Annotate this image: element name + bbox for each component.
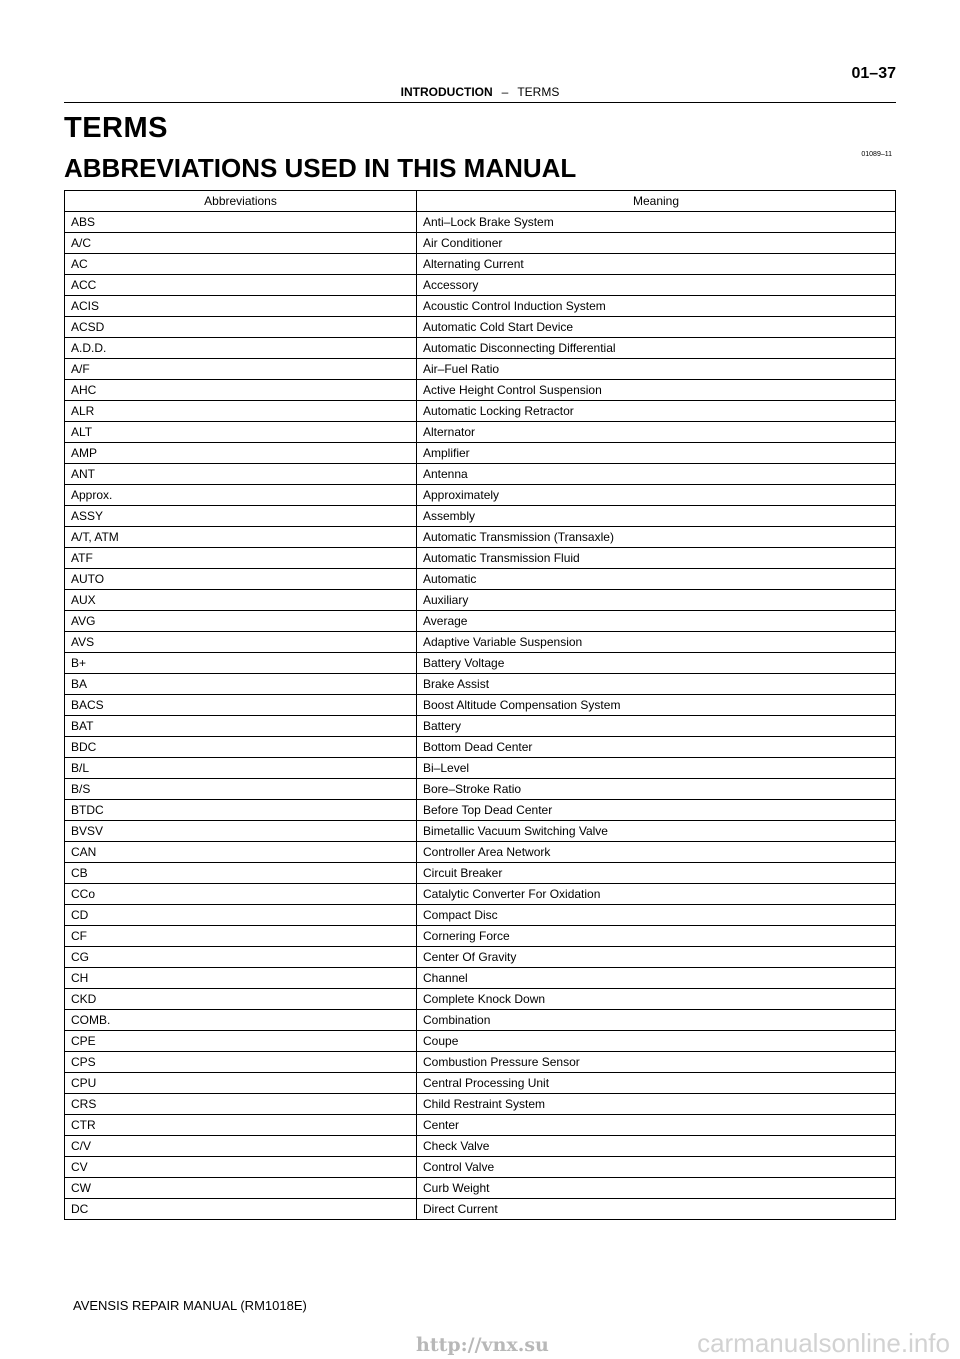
table-row (65, 863, 896, 884)
table-row (65, 1136, 896, 1157)
table-row (65, 254, 896, 275)
meaning-cell: Bimetallic Vacuum Switching Valve (417, 821, 896, 842)
meaning-cell: Check Valve (417, 1136, 896, 1157)
abbreviation-cell: CPE (65, 1031, 417, 1052)
abbreviation-cell: BDC (65, 737, 417, 758)
table-row (65, 233, 896, 254)
abbreviation-cell: AC (65, 254, 417, 275)
abbreviation-cell: CAN (65, 842, 417, 863)
header-separator: – (501, 85, 509, 99)
meaning-cell: Amplifier (417, 443, 896, 464)
abbreviation-cell: BVSV (65, 821, 417, 842)
meaning-cell: Bore–Stroke Ratio (417, 779, 896, 800)
meaning-cell: Boost Altitude Compensation System (417, 695, 896, 716)
table-row (65, 401, 896, 422)
table-row (65, 737, 896, 758)
table-row (65, 884, 896, 905)
column-header-meaning: Meaning (417, 191, 896, 212)
abbreviation-cell: CF (65, 926, 417, 947)
table-row (65, 212, 896, 233)
abbreviation-cell: A/T, ATM (65, 527, 417, 548)
abbreviation-cell: A/C (65, 233, 417, 254)
table-row (65, 590, 896, 611)
meaning-cell: Accessory (417, 275, 896, 296)
table-row (65, 464, 896, 485)
meaning-cell: Assembly (417, 506, 896, 527)
meaning-cell: Air–Fuel Ratio (417, 359, 896, 380)
section-heading: ABBREVIATIONS USED IN THIS MANUAL (64, 153, 577, 183)
abbreviation-cell: ACC (65, 275, 417, 296)
meaning-cell: Compact Disc (417, 905, 896, 926)
meaning-cell: Circuit Breaker (417, 863, 896, 884)
meaning-cell: Brake Assist (417, 674, 896, 695)
meaning-cell: Catalytic Converter For Oxidation (417, 884, 896, 905)
meaning-cell: Bi–Level (417, 758, 896, 779)
meaning-cell: Battery Voltage (417, 653, 896, 674)
meaning-cell: Combustion Pressure Sensor (417, 1052, 896, 1073)
meaning-cell: Complete Knock Down (417, 989, 896, 1010)
table-row (65, 611, 896, 632)
meaning-cell: Curb Weight (417, 1178, 896, 1199)
meaning-cell: Channel (417, 968, 896, 989)
abbreviation-cell: AHC (65, 380, 417, 401)
table-row (65, 842, 896, 863)
abbreviation-cell: CW (65, 1178, 417, 1199)
header-subsection: TERMS (517, 85, 560, 99)
abbreviation-cell: B+ (65, 653, 417, 674)
abbreviation-cell: BA (65, 674, 417, 695)
meaning-cell: Automatic (417, 569, 896, 590)
abbreviation-cell: BAT (65, 716, 417, 737)
abbreviation-cell: COMB. (65, 1010, 417, 1031)
meaning-cell: Air Conditioner (417, 233, 896, 254)
watermark-url[interactable]: http://vnx.su (416, 1334, 549, 1356)
page-number: 01–37 (851, 65, 896, 82)
meaning-cell: Alternating Current (417, 254, 896, 275)
table-header-row (65, 191, 896, 212)
abbreviation-cell: CD (65, 905, 417, 926)
meaning-cell: Automatic Transmission (Transaxle) (417, 527, 896, 548)
table-row (65, 527, 896, 548)
abbreviation-cell: AUTO (65, 569, 417, 590)
table-row (65, 569, 896, 590)
abbreviation-cell: CB (65, 863, 417, 884)
table-row (65, 968, 896, 989)
table-row (65, 1073, 896, 1094)
table-row (65, 779, 896, 800)
abbreviation-cell: CPU (65, 1073, 417, 1094)
abbreviation-cell: C/V (65, 1136, 417, 1157)
abbreviation-cell: ABS (65, 212, 417, 233)
abbreviation-cell: A/F (65, 359, 417, 380)
meaning-cell: Central Processing Unit (417, 1073, 896, 1094)
table-row (65, 1178, 896, 1199)
abbreviation-cell: ACSD (65, 317, 417, 338)
abbreviation-cell: AVG (65, 611, 417, 632)
table-row (65, 632, 896, 653)
meaning-cell: Coupe (417, 1031, 896, 1052)
table-row (65, 926, 896, 947)
running-header (64, 84, 896, 103)
header-section: INTRODUCTION (400, 85, 493, 99)
abbreviation-cell: AUX (65, 590, 417, 611)
abbreviation-cell: CPS (65, 1052, 417, 1073)
abbreviation-cell: CKD (65, 989, 417, 1010)
abbreviation-cell: BTDC (65, 800, 417, 821)
meaning-cell: Child Restraint System (417, 1094, 896, 1115)
meaning-cell: Acoustic Control Induction System (417, 296, 896, 317)
abbreviation-cell: ACIS (65, 296, 417, 317)
table-row (65, 947, 896, 968)
meaning-cell: Alternator (417, 422, 896, 443)
table-row (65, 905, 896, 926)
meaning-cell: Cornering Force (417, 926, 896, 947)
meaning-cell: Control Valve (417, 1157, 896, 1178)
table-row (65, 1052, 896, 1073)
table-row (65, 1094, 896, 1115)
meaning-cell: Automatic Cold Start Device (417, 317, 896, 338)
watermark-site: carmanualsonline.info (697, 1328, 950, 1358)
table-row (65, 380, 896, 401)
table-row (65, 989, 896, 1010)
meaning-cell: Automatic Disconnecting Differential (417, 338, 896, 359)
meaning-cell: Center (417, 1115, 896, 1136)
abbreviation-cell: B/S (65, 779, 417, 800)
table-row (65, 1157, 896, 1178)
table-row (65, 422, 896, 443)
manual-footer: AVENSIS REPAIR MANUAL (RM1018E) (73, 1298, 307, 1313)
meaning-cell: Direct Current (417, 1199, 896, 1220)
table-body (65, 212, 896, 1220)
column-header-abbreviations: Abbreviations (65, 191, 417, 212)
meaning-cell: Adaptive Variable Suspension (417, 632, 896, 653)
abbreviation-cell: CH (65, 968, 417, 989)
table-row (65, 821, 896, 842)
table-row (65, 1115, 896, 1136)
meaning-cell: Average (417, 611, 896, 632)
abbreviation-cell: B/L (65, 758, 417, 779)
meaning-cell: Controller Area Network (417, 842, 896, 863)
table-row (65, 338, 896, 359)
meaning-cell: Combination (417, 1010, 896, 1031)
figure-code: 01089–11 (861, 151, 892, 158)
abbreviation-cell: CV (65, 1157, 417, 1178)
meaning-cell: Before Top Dead Center (417, 800, 896, 821)
abbreviation-cell: CCo (65, 884, 417, 905)
table-row (65, 443, 896, 464)
page-title: TERMS (64, 112, 168, 144)
table-row (65, 275, 896, 296)
table-row (65, 485, 896, 506)
meaning-cell: Center Of Gravity (417, 947, 896, 968)
meaning-cell: Battery (417, 716, 896, 737)
table-row (65, 716, 896, 737)
table-row (65, 800, 896, 821)
meaning-cell: Antenna (417, 464, 896, 485)
abbreviation-cell: A.D.D. (65, 338, 417, 359)
meaning-cell: Auxiliary (417, 590, 896, 611)
abbreviation-cell: CG (65, 947, 417, 968)
table-row (65, 695, 896, 716)
abbreviation-cell: AMP (65, 443, 417, 464)
meaning-cell: Anti–Lock Brake System (417, 212, 896, 233)
abbreviation-cell: ANT (65, 464, 417, 485)
abbreviation-cell: ALR (65, 401, 417, 422)
meaning-cell: Bottom Dead Center (417, 737, 896, 758)
table-row (65, 758, 896, 779)
meaning-cell: Automatic Transmission Fluid (417, 548, 896, 569)
abbreviation-cell: DC (65, 1199, 417, 1220)
abbreviation-cell: CRS (65, 1094, 417, 1115)
abbreviations-table (64, 190, 896, 1220)
table-row (65, 296, 896, 317)
abbreviation-cell: Approx. (65, 485, 417, 506)
table-row (65, 674, 896, 695)
table-row (65, 317, 896, 338)
abbreviation-cell: BACS (65, 695, 417, 716)
table-row (65, 1199, 896, 1220)
abbreviation-cell: ATF (65, 548, 417, 569)
table-row (65, 1031, 896, 1052)
table-row (65, 1010, 896, 1031)
table-row (65, 653, 896, 674)
abbreviation-cell: CTR (65, 1115, 417, 1136)
abbreviation-cell: ASSY (65, 506, 417, 527)
table-row (65, 506, 896, 527)
table-row (65, 548, 896, 569)
abbreviation-cell: ALT (65, 422, 417, 443)
abbreviation-cell: AVS (65, 632, 417, 653)
table-row (65, 359, 896, 380)
meaning-cell: Active Height Control Suspension (417, 380, 896, 401)
meaning-cell: Automatic Locking Retractor (417, 401, 896, 422)
meaning-cell: Approximately (417, 485, 896, 506)
